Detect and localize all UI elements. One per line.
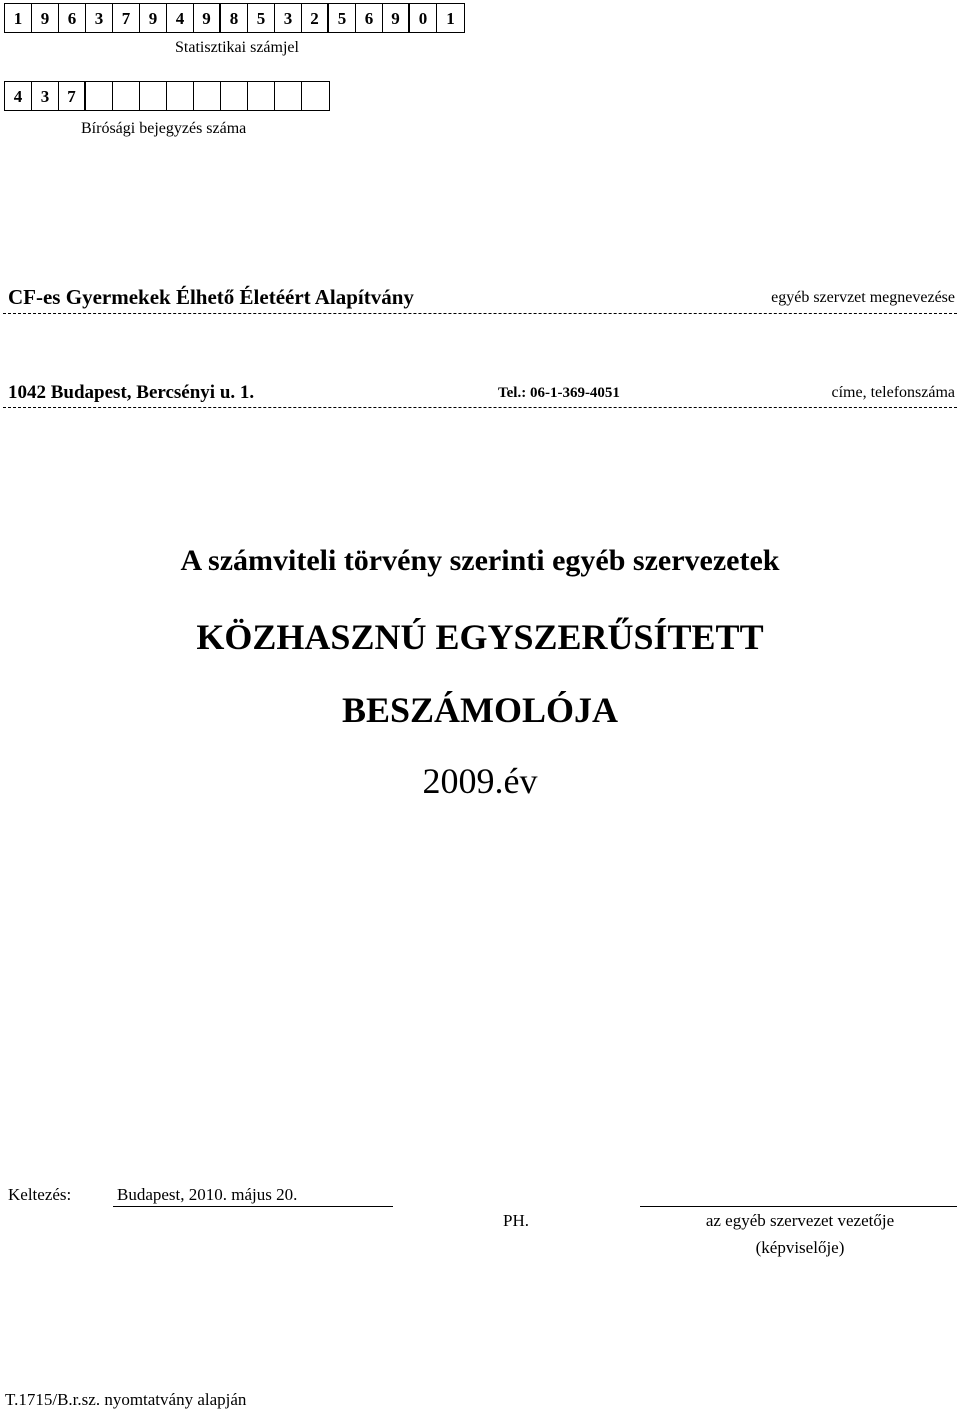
digit-box (221, 82, 248, 110)
digit-box: 5 (329, 4, 356, 32)
digit-box: 6 (356, 4, 383, 32)
digit-box: 6 (59, 4, 86, 32)
digit-box: 4 (167, 4, 194, 32)
report-year: 2009.év (422, 761, 538, 801)
digit-box: 9 (383, 4, 410, 32)
org-name-caption: egyéb szervzet megnevezése (771, 289, 955, 306)
digit-box: 8 (221, 4, 248, 32)
digit-box: 1 (5, 4, 32, 32)
org-name-dashline (3, 313, 957, 314)
digit-box: 7 (59, 82, 86, 110)
date-value: Budapest, 2010. május 20. (117, 1185, 298, 1204)
report-title-line3: BESZÁMOLÓJA (341, 690, 619, 730)
org-address-dashline (3, 407, 957, 408)
org-phone: Tel.: 06-1-369-4051 (498, 385, 620, 401)
digit-box: 3 (86, 4, 113, 32)
digit-box (194, 82, 221, 110)
org-address-caption: címe, telefonszáma (831, 384, 955, 401)
signature-line (640, 1206, 957, 1207)
digit-box: 5 (248, 4, 275, 32)
court-number-caption: Bírósági bejegyzés száma (81, 120, 247, 137)
org-name: CF-es Gyermekek Élhető Életéért Alapítvány (8, 285, 414, 309)
digit-box: 4 (5, 82, 32, 110)
digit-box (113, 82, 140, 110)
stat-number-boxes (4, 3, 465, 33)
stat-number-caption: Statisztikai számjel (175, 39, 299, 56)
date-label: Keltezés: (8, 1185, 72, 1204)
digit-box (302, 82, 329, 110)
digit-box: 3 (32, 82, 59, 110)
digit-box: 2 (302, 4, 329, 32)
digit-box (248, 82, 275, 110)
court-number-boxes (4, 81, 330, 111)
date-underline (113, 1206, 393, 1207)
signer-title: az egyéb szervezet vezetője (705, 1211, 895, 1230)
ph-stamp-label: PH. (503, 1211, 529, 1230)
report-title-line2: KÖZHASZNÚ EGYSZERŰSÍTETT (196, 617, 764, 657)
digit-box: 7 (113, 4, 140, 32)
signer-subtitle: (képviselője) (755, 1238, 845, 1257)
digit-box (275, 82, 302, 110)
digit-box: 9 (32, 4, 59, 32)
digit-box (140, 82, 167, 110)
digit-box (86, 82, 113, 110)
digit-box (167, 82, 194, 110)
digit-box: 9 (194, 4, 221, 32)
digit-box: 3 (275, 4, 302, 32)
digit-box: 0 (410, 4, 437, 32)
report-title-line1: A számviteli törvény szerinti egyéb szervezetek (180, 544, 780, 577)
form-reference: T.1715/B.r.sz. nyomtatvány alapján (5, 1390, 247, 1409)
digit-box: 9 (140, 4, 167, 32)
org-address: 1042 Budapest, Bercsényi u. 1. (8, 382, 255, 403)
digit-box: 1 (446, 8, 455, 28)
